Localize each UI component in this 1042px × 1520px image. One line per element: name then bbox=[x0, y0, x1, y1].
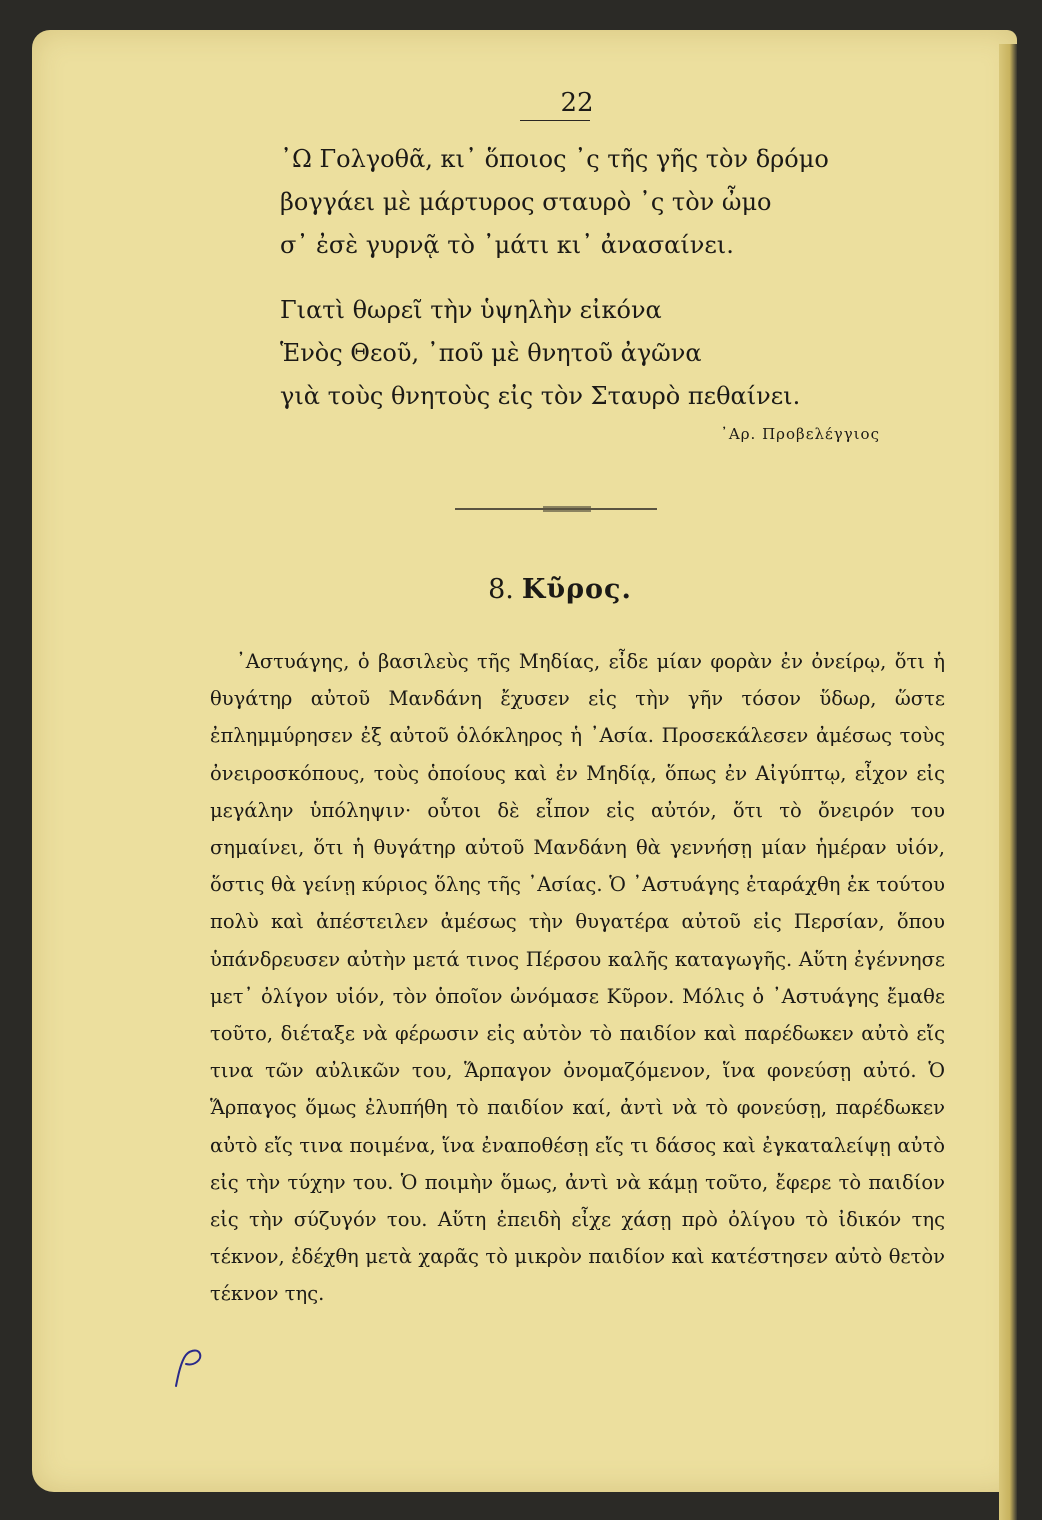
poem-line: Γιατὶ θωρεῖ τὴν ὑψηλὴν εἰκόνα bbox=[280, 296, 662, 324]
poem-stanza-2 bbox=[280, 289, 900, 418]
poem-line: ᾽Ω Γολγοθᾶ, κι᾽ ὅποιος ᾽ς τῆς γῆς τὸν δρόμο bbox=[280, 145, 829, 173]
poem bbox=[280, 138, 900, 418]
next-page-edge bbox=[999, 44, 1017, 1520]
page-number: 22 bbox=[560, 88, 594, 118]
section-divider bbox=[455, 500, 657, 518]
chapter-title: Κῦρος. bbox=[521, 574, 632, 605]
poem-line: σ᾽ ἐσὲ γυρνᾷ τὸ ᾽μάτι κι᾽ ἀνασαίνει. bbox=[280, 231, 734, 259]
poem-line: Ἑνὸς Θεοῦ, ᾽ποῦ μὲ θνητοῦ ἀγῶνα bbox=[280, 339, 702, 367]
chapter-body-text: ᾽Αστυάγης, ὁ βασιλεὺς τῆς Μηδίας, εἶδε μίαν φορὰν ἐν ὀνείρῳ, ὅτι ἡ θυγάτηρ αὐτοῦ Μανδάνη ἔχυσεν εἰς τὴν γῆν τόσον ὕδωρ, ὥστε ἐπλημμύρησεν ἐξ αὐτοῦ ὁλόκληρος ἡ ᾽Ασία. Προσεκάλεσεν ἀμέσως τοὺς ὀνειροσκόπους, τοὺς ὁποίους καὶ ἐν Μηδίᾳ, ὅπως ἐν Αἰγύπτῳ, εἶχον εἰς μεγάλην ὑπόληψιν· οὗτοι δὲ εἶπον εἰς αὐτόν, ὅτι τὸ ὄνειρόν του σημαίνει, ὅτι ἡ θυγάτηρ αὐτοῦ Μανδάνη θὰ γεννήσῃ μίαν ἡμέραν υἱόν, ὅστις θὰ γείνῃ κύριος ὅλης τῆς ᾽Ασίας. Ὁ ᾽Αστυάγης ἐταράχθη ἐκ τούτου πολὺ καὶ ἀπέστειλεν ἀμέσως τὴν θυγατέρα αὐτοῦ εἰς Περσίαν, ὅπου ὑπάνδρευσεν αὐτὴν μετά τινος Πέρσου καλῆς καταγωγῆς. Αὕτη ἐγέννησε μετ᾽ ὀλίγον υἱόν, τὸν ὁποῖον ὠνόμασε Κῦρον. Μόλις ὁ ᾽Αστυάγης ἔμαθε τοῦτο, διέταξε νὰ φέρωσιν εἰς αὐτὸν τὸ παιδίον καὶ παρέδωκεν αὐτὸ εἴς τινα τῶν αὐλικῶν του, Ἅρπαγον ὀνομαζόμενον, ἵνα φονεύσῃ αὐτό. Ὁ Ἅρπαγος ὅμως ἐλυπήθη τὸ παιδίον καί, ἀντὶ νὰ τὸ φονεύσῃ, παρέδωκεν αὐτὸ εἴς τινα ποιμένα, ἵνα ἐναποθέσῃ εἴς τι δάσος καὶ ἐγκαταλείψῃ αὐτὸ εἰς τὴν τύχην του. Ὁ ποιμὴν ὅμως, ἀντὶ νὰ κάμῃ τοῦτο, ἔφερε τὸ παιδίον εἰς τὴν σύζυγόν του. Αὕτη ἐπειδὴ εἶχε χάσῃ πρὸ ὀλίγου τὸ ἰδικόν της τέκνον, ἐδέχθη μετὰ χαρᾶς τὸ μικρὸν παιδίον καὶ κατέστησεν αὐτὸ θετὸν τέκνον της. bbox=[210, 650, 945, 1306]
poem-line: βογγάει μὲ μάρτυρος σταυρὸ ᾽ς τὸν ὦμο bbox=[280, 188, 772, 216]
chapter-number: 8. bbox=[488, 574, 514, 605]
poem-line: γιὰ τοὺς θνητοὺς εἰς τὸν Σταυρὸ πεθαίνει. bbox=[280, 382, 801, 410]
page-number-rule bbox=[520, 120, 590, 121]
poem-stanza-1 bbox=[280, 138, 900, 267]
poem-author: ᾽Αρ. Προβελέγγιος bbox=[720, 425, 880, 443]
handwritten-pen-mark bbox=[170, 1330, 210, 1390]
chapter-heading bbox=[440, 574, 680, 605]
